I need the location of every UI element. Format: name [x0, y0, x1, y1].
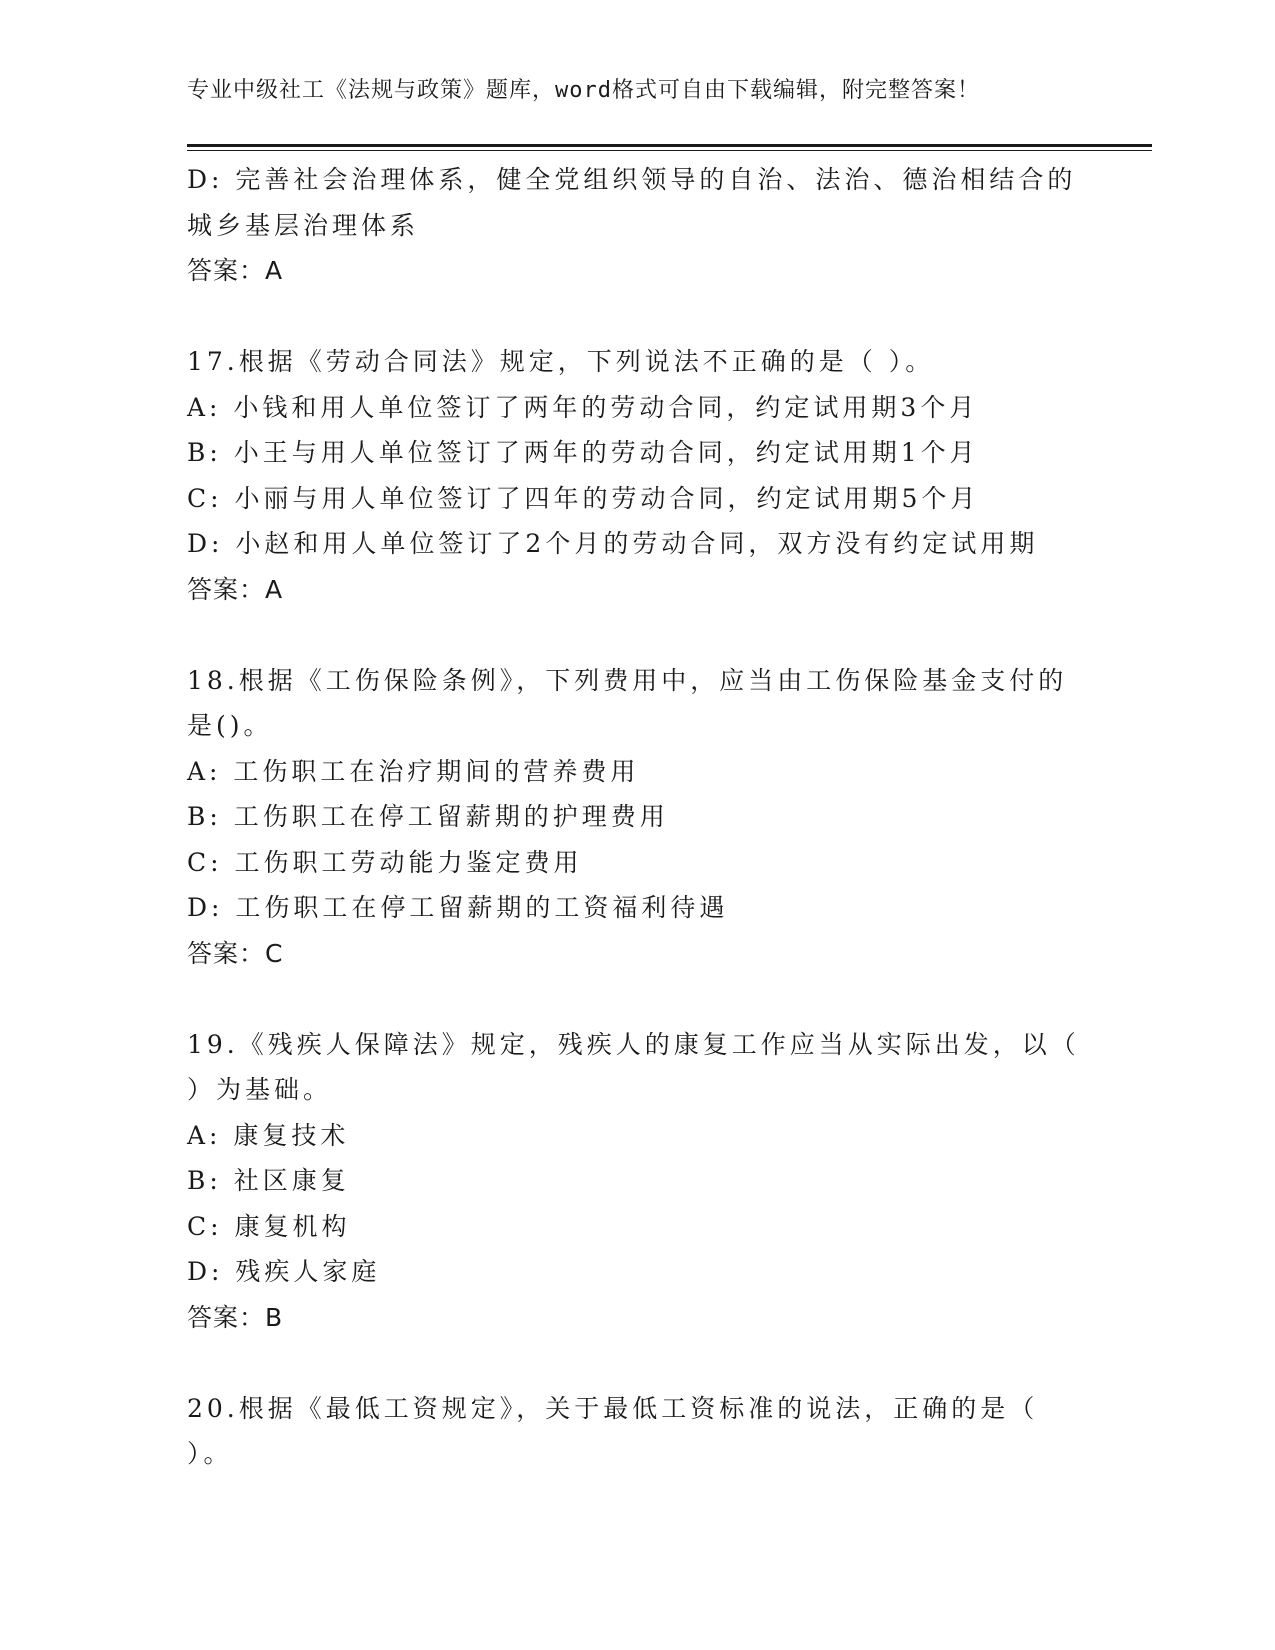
- question-16-tail: [187, 157, 1087, 294]
- option-d: D: 小赵和用人单位签订了2个月的劳动合同，双方没有约定试用期: [187, 529, 1039, 558]
- option-d-continued: 城乡基层治理体系: [187, 210, 420, 240]
- question-18: [187, 658, 1087, 977]
- question-20: [187, 1386, 1087, 1477]
- option-c: C: 工伤职工劳动能力鉴定费用: [187, 847, 583, 877]
- question-stem: 18.根据《工伤保险条例》，下列费用中，应当由工伤保险基金支付的: [187, 665, 1068, 695]
- option-d: D: 残疾人家庭: [187, 1257, 381, 1286]
- spacer: [187, 1340, 1087, 1386]
- answer-line: 答案：A: [187, 256, 284, 285]
- question-stem-continued: ）为基础。: [187, 1075, 333, 1104]
- question-stem: 17.根据《劳动合同法》规定，下列说法不正确的是（ ）。: [187, 347, 935, 376]
- question-list: [187, 157, 1087, 1477]
- option-b: B: 工伤职工在停工留薪期的护理费用: [187, 802, 669, 831]
- option-d: D: 工伤职工在停工留薪期的工资福利待遇: [187, 893, 729, 922]
- answer-line: 答案：B: [187, 1302, 284, 1332]
- question-17: [187, 339, 1087, 612]
- option-c: C: 小丽与用人单位签订了四年的劳动合同，约定试用期5个月: [187, 483, 980, 513]
- option-b: B: 社区康复: [187, 1166, 350, 1195]
- answer-line: 答案：C: [187, 938, 284, 968]
- header-divider-thin: [187, 150, 1152, 151]
- option-d: D: 完善社会治理体系，健全党组织领导的自治、法治、德治相结合的: [187, 165, 1077, 194]
- question-stem-continued: ）。: [187, 1439, 233, 1468]
- option-a: A: 工伤职工在治疗期间的营养费用: [187, 756, 640, 786]
- spacer: [187, 294, 1087, 340]
- option-b: B: 小王与用人单位签订了两年的劳动合同，约定试用期1个月: [187, 438, 979, 467]
- option-a: A: 康复技术: [187, 1120, 350, 1150]
- question-19: [187, 1022, 1087, 1341]
- question-stem: 19.《残疾人保障法》规定，残疾人的康复工作应当从实际出发，以（: [187, 1029, 1080, 1059]
- spacer: [187, 976, 1087, 1022]
- question-stem: 20.根据《最低工资规定》，关于最低工资标准的说法，正确的是（: [187, 1393, 1039, 1423]
- question-stem-continued: 是()。: [187, 711, 273, 740]
- header-divider-thick: [187, 144, 1152, 147]
- option-c: C: 康复机构: [187, 1211, 351, 1241]
- option-a: A: 小钱和用人单位签订了两年的劳动合同，约定试用期3个月: [187, 392, 979, 422]
- page-header: 专业中级社工《法规与政策》题库，word格式可自由下载编辑，附完整答案！: [187, 78, 980, 103]
- spacer: [187, 612, 1087, 658]
- answer-line: 答案：A: [187, 574, 284, 604]
